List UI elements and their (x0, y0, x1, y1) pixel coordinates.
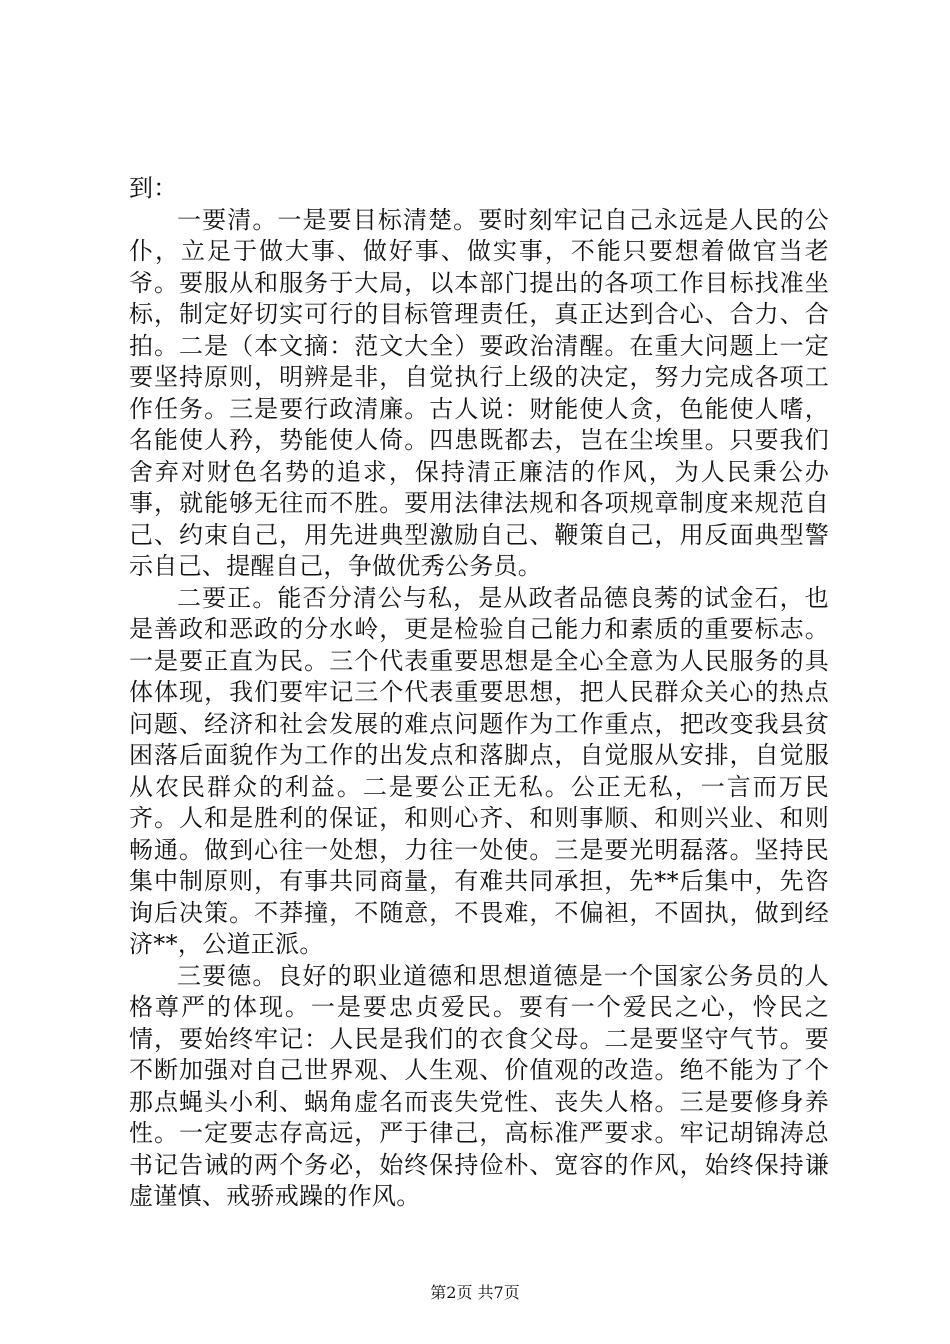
document-body (129, 173, 829, 1213)
paragraph-zheng: 二要正。能否分清公与私，是从政者品德良莠的试金石，也是善政和恶政的分水岭，更是检验自己能力和素质的重要标志。一是要正直为民。三个代表重要思想是全心全意为人民服务的具体体现，我们要牢记三个代表重要思想，把人民群众关心的热点问题、经济和社会发展的难点问题作为工作重点，把改变我县贫困落后面貌作为工作的出发点和落脚点，自觉服从安排，自觉服从农民群众的利益。二是要公正无私。公正无私，一言而万民齐。人和是胜利的保证，和则心齐、和则事顺、和则兴业、和则畅通。做到心往一处想，力往一处使。三是要光明磊落。坚持民集中制原则，有事共同商量，有难共同承担，先**后集中，先咨询后决策。不莽撞，不随意，不畏难，不偏袒，不固执，做到经济**，公道正派。 (129, 583, 829, 958)
paragraph-de: 三要德。良好的职业道德和思想道德是一个国家公务员的人格尊严的体现。一是要忠贞爱民。要有一个爱民之心，怜民之情，要始终牢记：人民是我们的衣食父母。二是要坚守气节。要不断加强对自己世界观、人生观、价值观的改造。绝不能为了个那点蝇头小利、蜗角虚名而丧失党性、丧失人格。三是要修身养性。一定要志存高远，严于律己，高标准严要求。牢记胡锦涛总书记告诫的两个务必，始终保持俭朴、宽容的作风，始终保持谦虚谨慎、戒骄戒躁的作风。 (129, 961, 829, 1210)
paragraph-continuation: 到： (129, 174, 178, 202)
paragraph-qing: 一要清。一是要目标清楚。要时刻牢记自己永远是人民的公仆，立足于做大事、做好事、做实事，不能只要想着做官当老爷。要服从和服务于大局，以本部门提出的各项工作目标找准坐标，制定好切实可行的目标管理责任，真正达到合心、合力、合拍。二是（本文摘：范文大全）要政治清醒。在重大问题上一定要坚持原则，明辨是非，自觉执行上级的决定，努力完成各项工作任务。三是要行政清廉。古人说：财能使人贪，色能使人嗜，名能使人矜，势能使人倚。四患既都去，岂在尘埃里。只要我们舍弃对财色名势的追求，保持清正廉洁的作风，为人民秉公办事，就能够无往而不胜。要用法律法规和各项规章制度来规范自己、约束自己，用先进典型激励自己、鞭策自己，用反面典型警示自己、提醒自己，争做优秀公务员。 (129, 205, 829, 580)
page-number-footer: 第2页 共7页 (430, 1283, 520, 1302)
